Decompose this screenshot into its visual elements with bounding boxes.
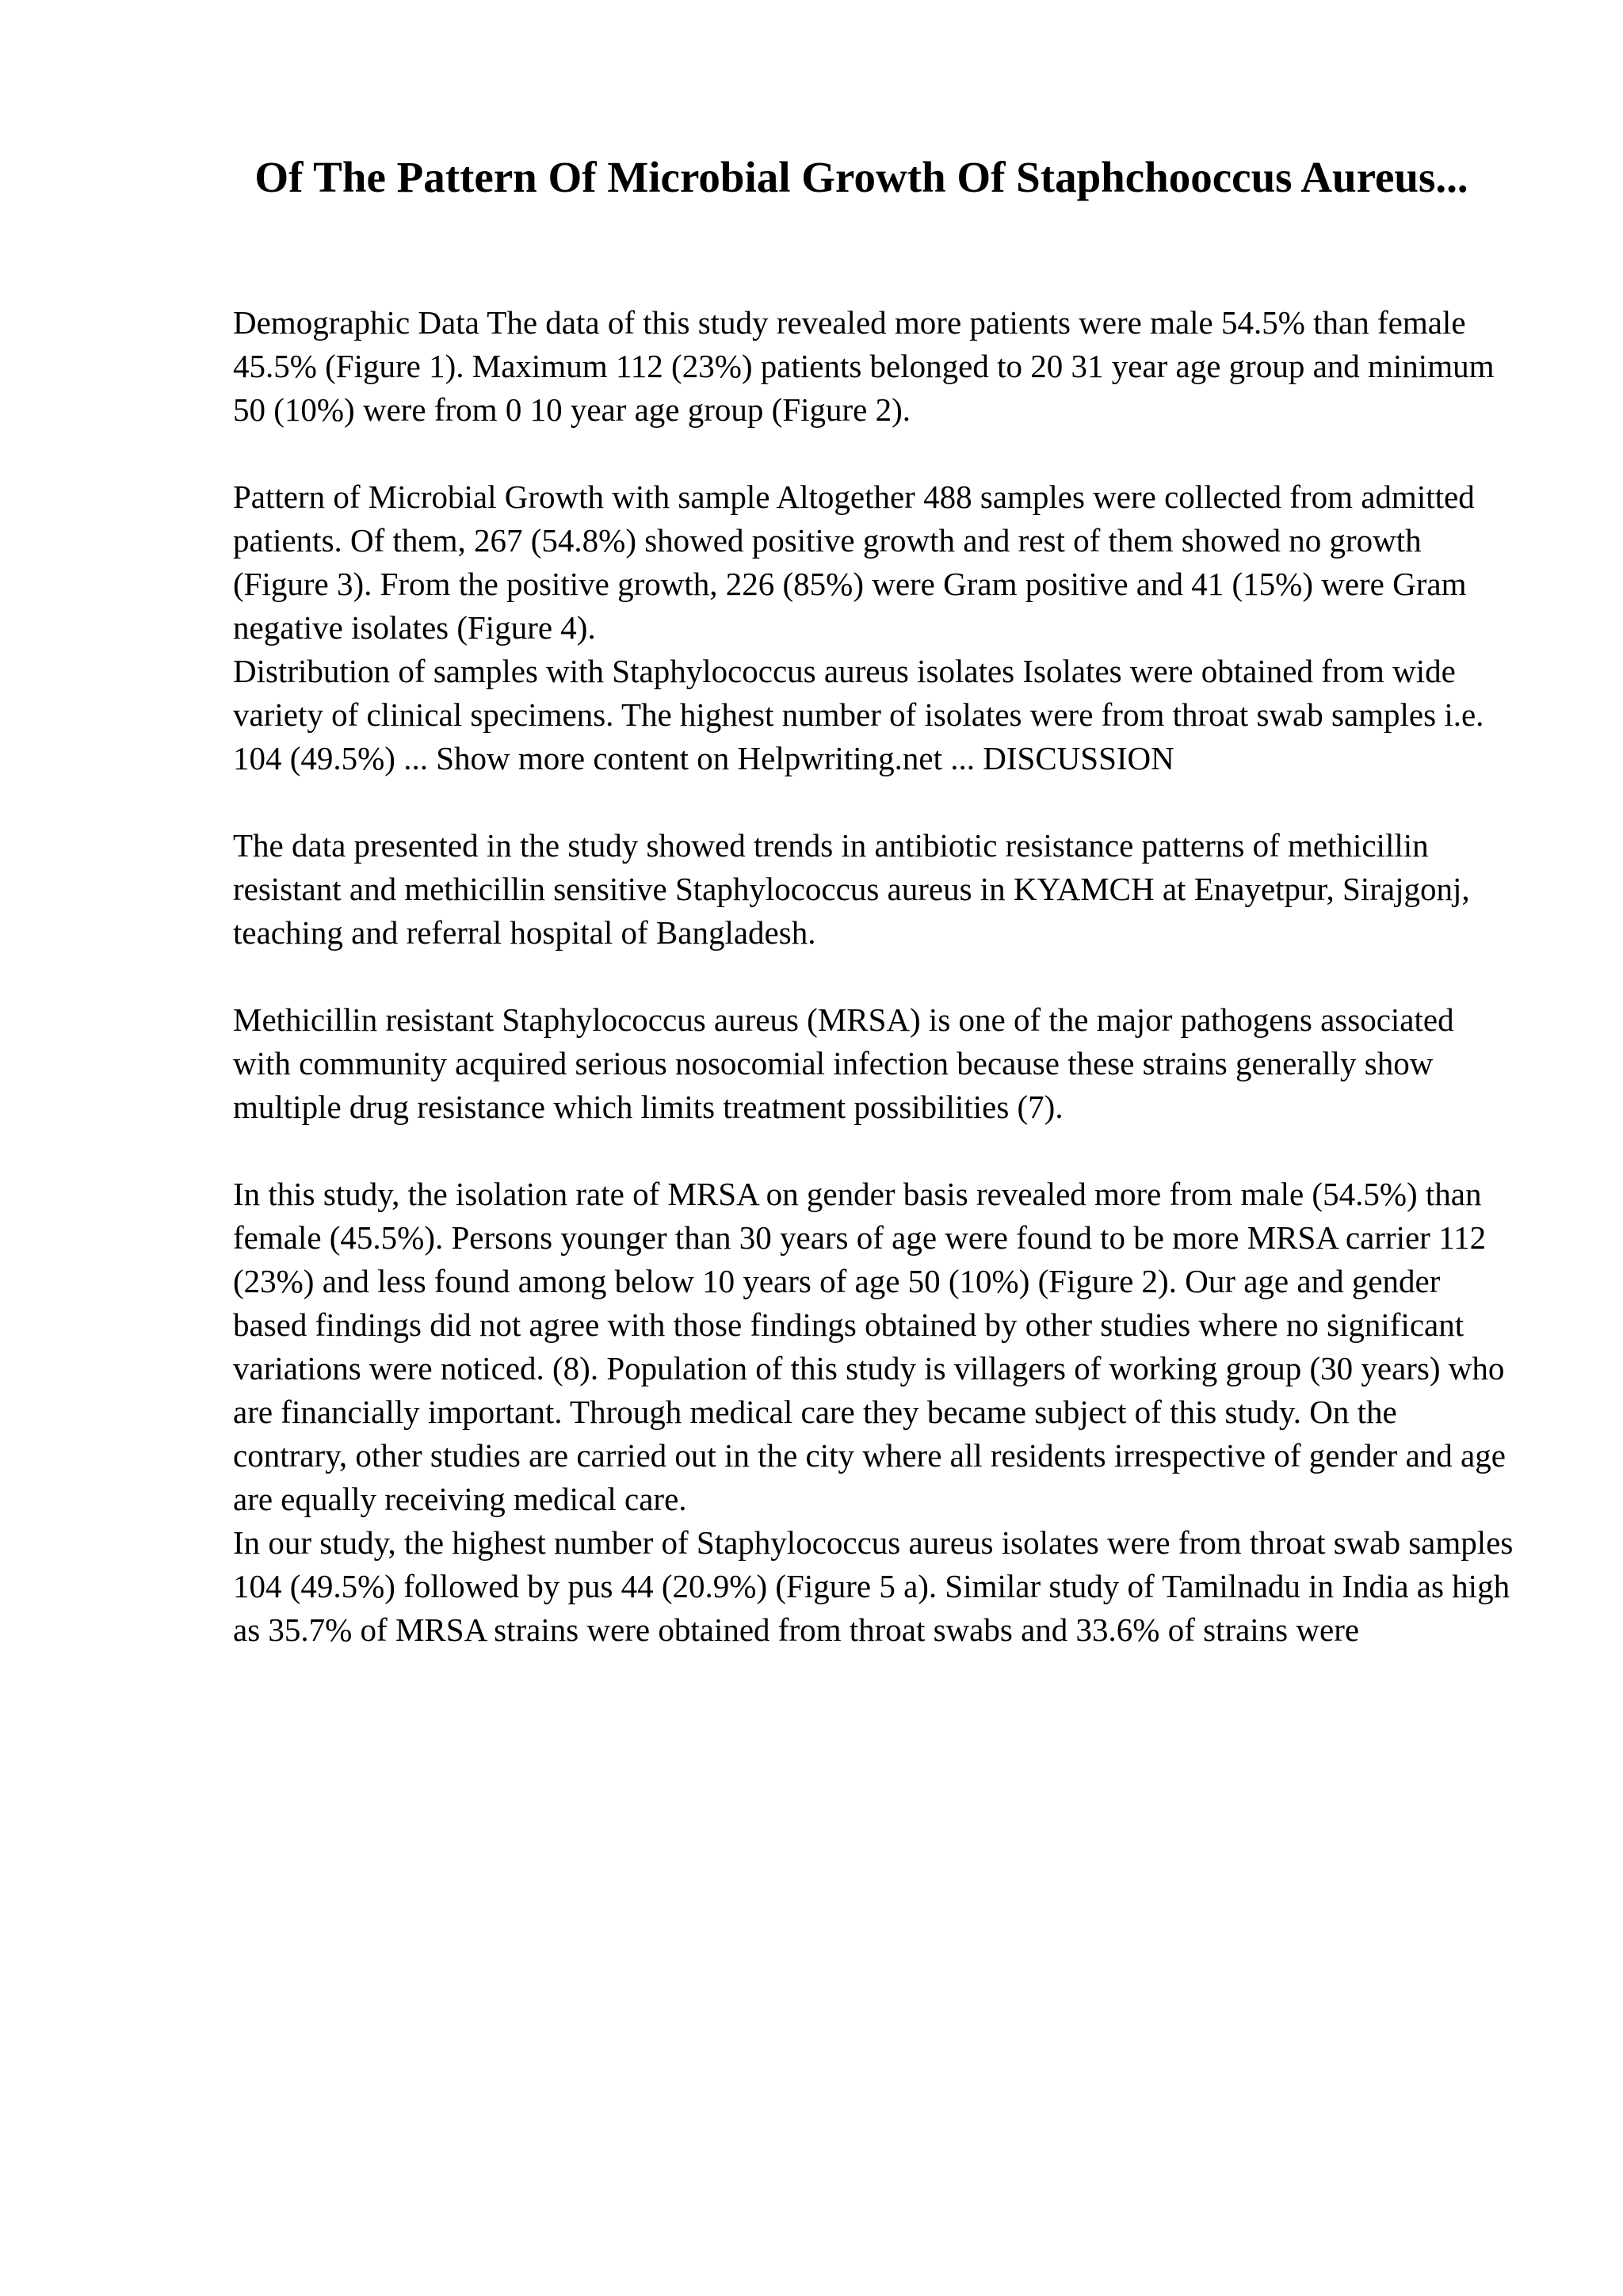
paragraph-microbial-growth: Pattern of Microbial Growth with sample Altogether 488 samples were collected from admitted patients. Of them, 267 (54.8%) showed positive growth and rest of them showed no growth (Figure 3). From the positive growth, 226 (85%) were Gram positive and 41 (15%) were Gram negative isolates (Figure 4).: [233, 479, 1475, 646]
paragraph-discussion-intro: The data presented in the study showed trends in antibiotic resistance patterns of methicillin resistant and methicillin sensitive Staphylococcus aureus in KYAMCH at Enayetpur, Sirajgonj, teaching and referral hospital of Bangladesh.: [233, 827, 1470, 951]
document-body: [233, 301, 1517, 1652]
paragraph-spacer: [233, 432, 1517, 475]
paragraph-sample-distribution: Distribution of samples with Staphylococcus aureus isolates Isolates were obtained from wide variety of clinical specimens. The highest number of isolates were from throat swab samples i.e. 104 (49.5%) ... Show more content on Helpwriting.net ... DISCUSSION: [233, 653, 1484, 776]
paragraph-isolate-sources: In our study, the highest number of Staphylococcus aureus isolates were from throat swab samples 104 (49.5%) followed by pus 44 (20.9%) (Figure 5 a). Similar study of Tamilnadu in India as high as 35.7% of MRSA strains were obtained from throat swabs and 33.6% of strains were: [233, 1524, 1514, 1648]
paragraph-demographic-data: Demographic Data The data of this study revealed more patients were male 54.5% than female 45.5% (Figure 1). Maximum 112 (23%) patients belonged to 20 31 year age group and minimum 50 (10%) were from 0 10 year age group (Figure 2).: [233, 304, 1495, 428]
paragraph-gender-age-findings: In this study, the isolation rate of MRSA on gender basis revealed more from male (54.5%) than female (45.5%). Persons younger than 30 years of age were found to be more MRSA carrier 112 (23%) and less found among below 10 years of age 50 (10%) (Figure 2). Our age and gender based findings did not agree with those findings obtained by other studies where no significant variations were noticed. (8). Population of this study is villagers of working group (30 years) who are financially important. Through medical care they became subject of this study. On the contrary, other studies are carried out in the city where all residents irrespective of gender and age are equally receiving medical care.: [233, 1176, 1506, 1517]
page-title: Of The Pattern Of Microbial Growth Of Staphchooccus Aureus...: [254, 153, 1468, 201]
paragraph-mrsa-overview: Methicillin resistant Staphylococcus aureus (MRSA) is one of the major pathogens associated with community acquired serious nosocomial infection because these strains generally show multiple drug resistance which limits treatment possibilities (7).: [233, 1001, 1454, 1125]
